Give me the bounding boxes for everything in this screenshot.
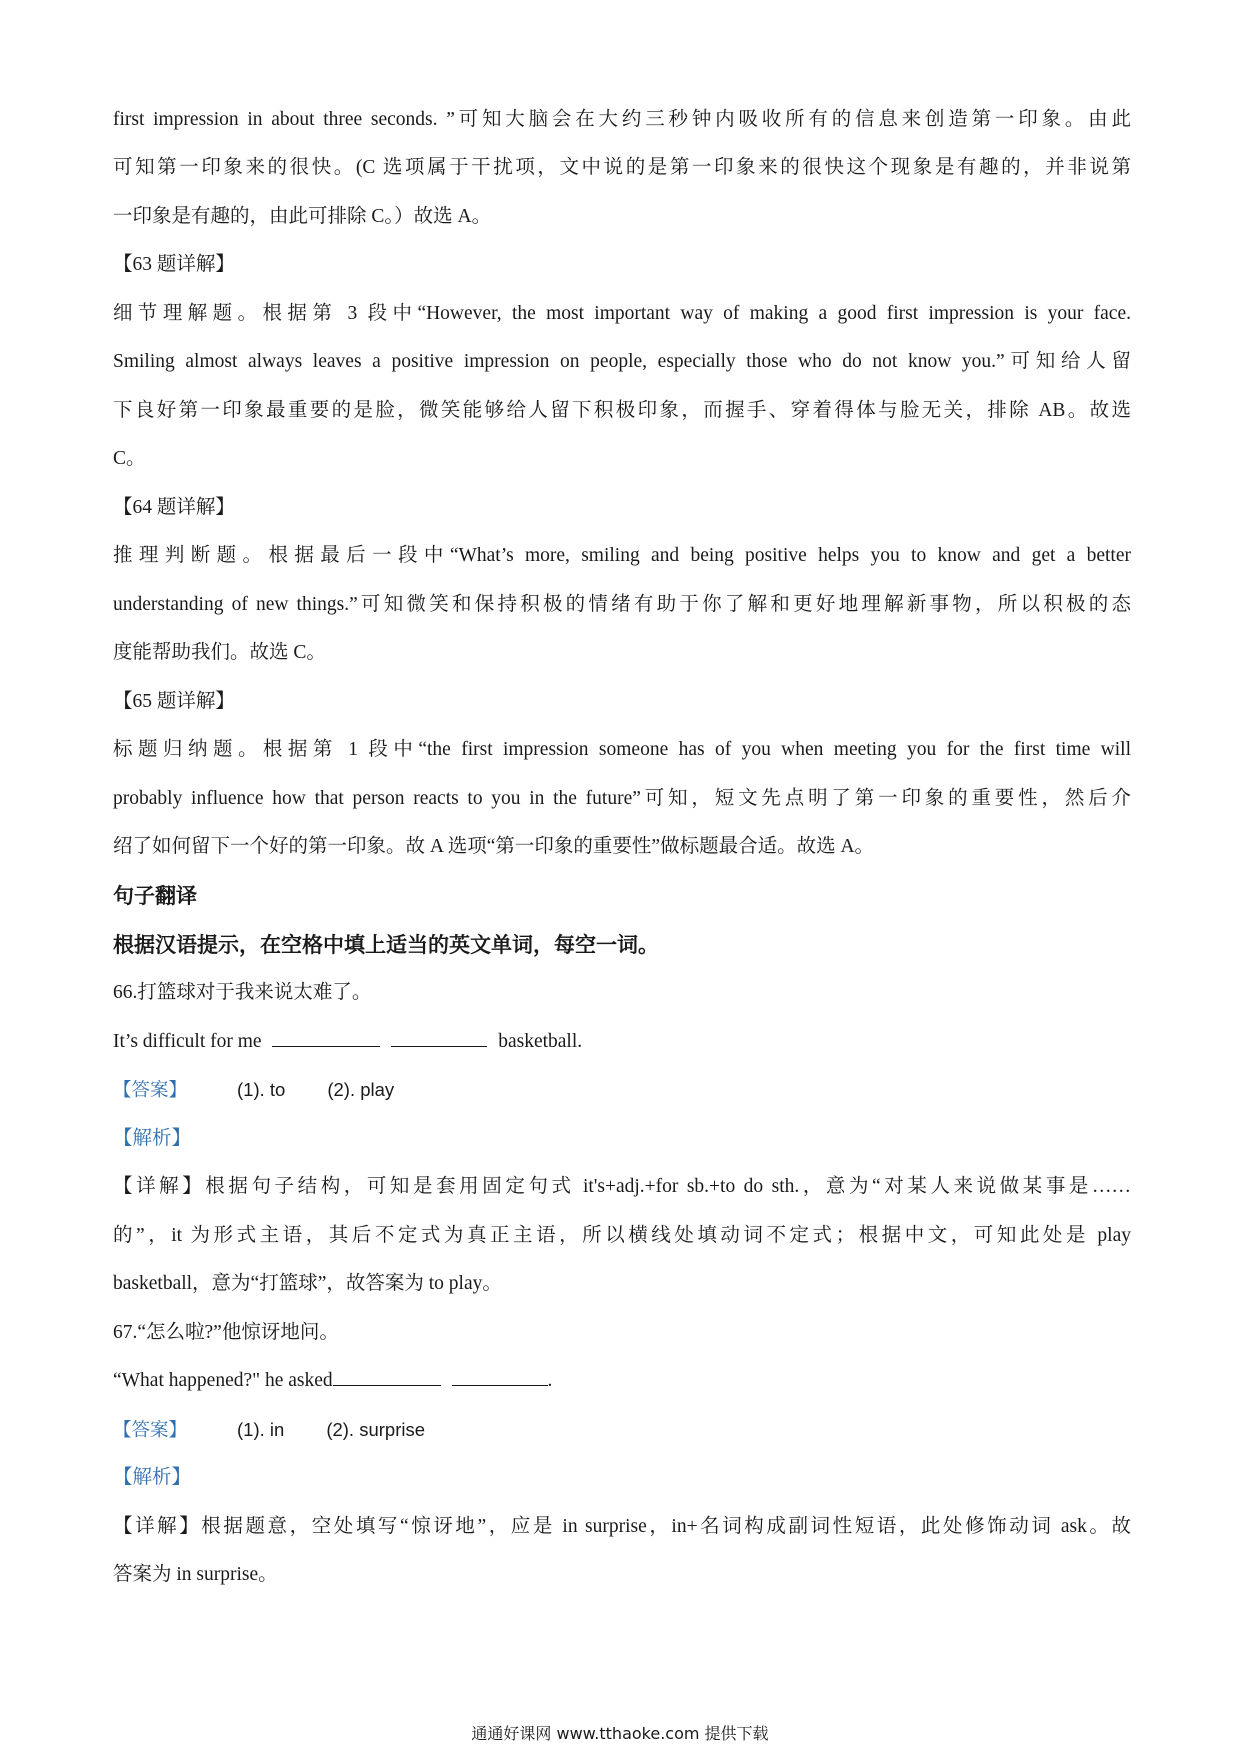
paragraph-line: 【详解】根据题意，空处填写“惊讶地”，应是 in surprise，in+名词构成副词性短语，此处修饰动词 ask。故 (113, 1516, 1131, 1537)
paragraph-line: probably influence how that person reacts to you in the future”可知，短文先点明了第一印象的重要性，然后介 (113, 788, 1131, 809)
sentence-start: It’s difficult for me (113, 1031, 262, 1052)
analysis-tag: 【解析】 (113, 1467, 192, 1488)
paragraph-line: 推理判断题。根据最后一段中“What’s more, smiling and being positive helps you to know and get a better (113, 545, 1131, 566)
answer-tag: 【答案】 (113, 1079, 188, 1100)
paragraph-line: 度能帮助我们。故选 C。 (113, 642, 326, 663)
sentence-end: basketball. (498, 1031, 583, 1052)
answer-1: (1). in (237, 1419, 285, 1440)
answer-blank-2 (391, 1028, 487, 1047)
question-header-64: 【64 题详解】 (113, 497, 235, 518)
paragraph-line: 答案为 in surprise。 (113, 1564, 278, 1585)
question-66-prompt: 66.打篮球对于我来说太难了。 (113, 982, 372, 1003)
question-header-65: 【65 题详解】 (113, 691, 235, 712)
paragraph-line: 【详解】根据句子结构，可知是套用固定句式 it's+adj.+for sb.+to do sth.，意为“对某人来说做某事是…… (113, 1176, 1131, 1197)
paragraph-line: 细节理解题。根据第 3 段中“However, the most important way of making a good first impression is your face. (113, 303, 1131, 324)
section-instruction: 根据汉语提示，在空格中填上适当的英文单词，每空一词。 (113, 933, 659, 957)
paragraph-line: 绍了如何留下一个好的第一印象。故 A 选项“第一印象的重要性”做标题最合适。故选 A。 (113, 836, 875, 857)
sentence-end: . (547, 1370, 553, 1391)
paragraph-line: understanding of new things.”可知微笑和保持积极的情绪有助于你了解和更好地理解新事物，所以积极的态 (113, 594, 1131, 615)
section-title: 句子翻译 (113, 884, 197, 908)
answer-2: (2). play (327, 1079, 395, 1100)
answer-tag: 【答案】 (113, 1419, 188, 1440)
paragraph-line: basketball，意为“打篮球”，故答案为 to play。 (113, 1273, 502, 1294)
answer-1: (1). to (237, 1079, 286, 1100)
question-67-prompt: 67.“怎么啦?”他惊讶地问。 (113, 1322, 339, 1343)
paragraph-line: 可知第一印象来的很快。(C 选项属于干扰项，文中说的是第一印象来的很快这个现象是有趣的，并非说第 (113, 157, 1131, 178)
paragraph-line: 标题归纳题。根据第 1 段中“the first impression someone has of you when meeting you for the first time will (113, 739, 1131, 760)
question-66-sentence (113, 1028, 1131, 1056)
answer-blank-1 (272, 1028, 380, 1047)
analysis-tag: 【解析】 (113, 1128, 192, 1149)
paragraph-line: C。 (113, 448, 146, 469)
question-67-answer (113, 1416, 1131, 1444)
paragraph-line: first impression in about three seconds. ”可知大脑会在大约三秒钟内吸收所有的信息来创造第一印象。由此 (113, 109, 1131, 130)
answer-blank-1 (333, 1367, 441, 1386)
answer-2: (2). surprise (326, 1419, 426, 1440)
question-67-sentence (113, 1367, 1131, 1395)
paragraph-line: 下良好第一印象最重要的是脸，微笑能够给人留下积极印象，而握手、穿着得体与脸无关，排除 AB。故选 (113, 400, 1131, 421)
sentence-start: “What happened?" he asked (113, 1370, 333, 1391)
paragraph-line: 一印象是有趣的，由此可排除 C。）故选 A。 (113, 206, 492, 227)
answer-blank-2 (452, 1367, 548, 1386)
paragraph-line: Smiling almost always leaves a positive impression on people, especially those who do not know you.”可知给人留 (113, 351, 1131, 372)
paragraph-line: 的”，it 为形式主语，其后不定式为真正主语，所以横线处填动词不定式；根据中文，可知此处是 play (113, 1225, 1131, 1246)
question-66-answer (113, 1076, 1131, 1104)
question-header-63: 【63 题详解】 (113, 254, 235, 275)
page-footer: 通通好课网 www.tthaoke.com 提供下载 (471, 1724, 769, 1743)
